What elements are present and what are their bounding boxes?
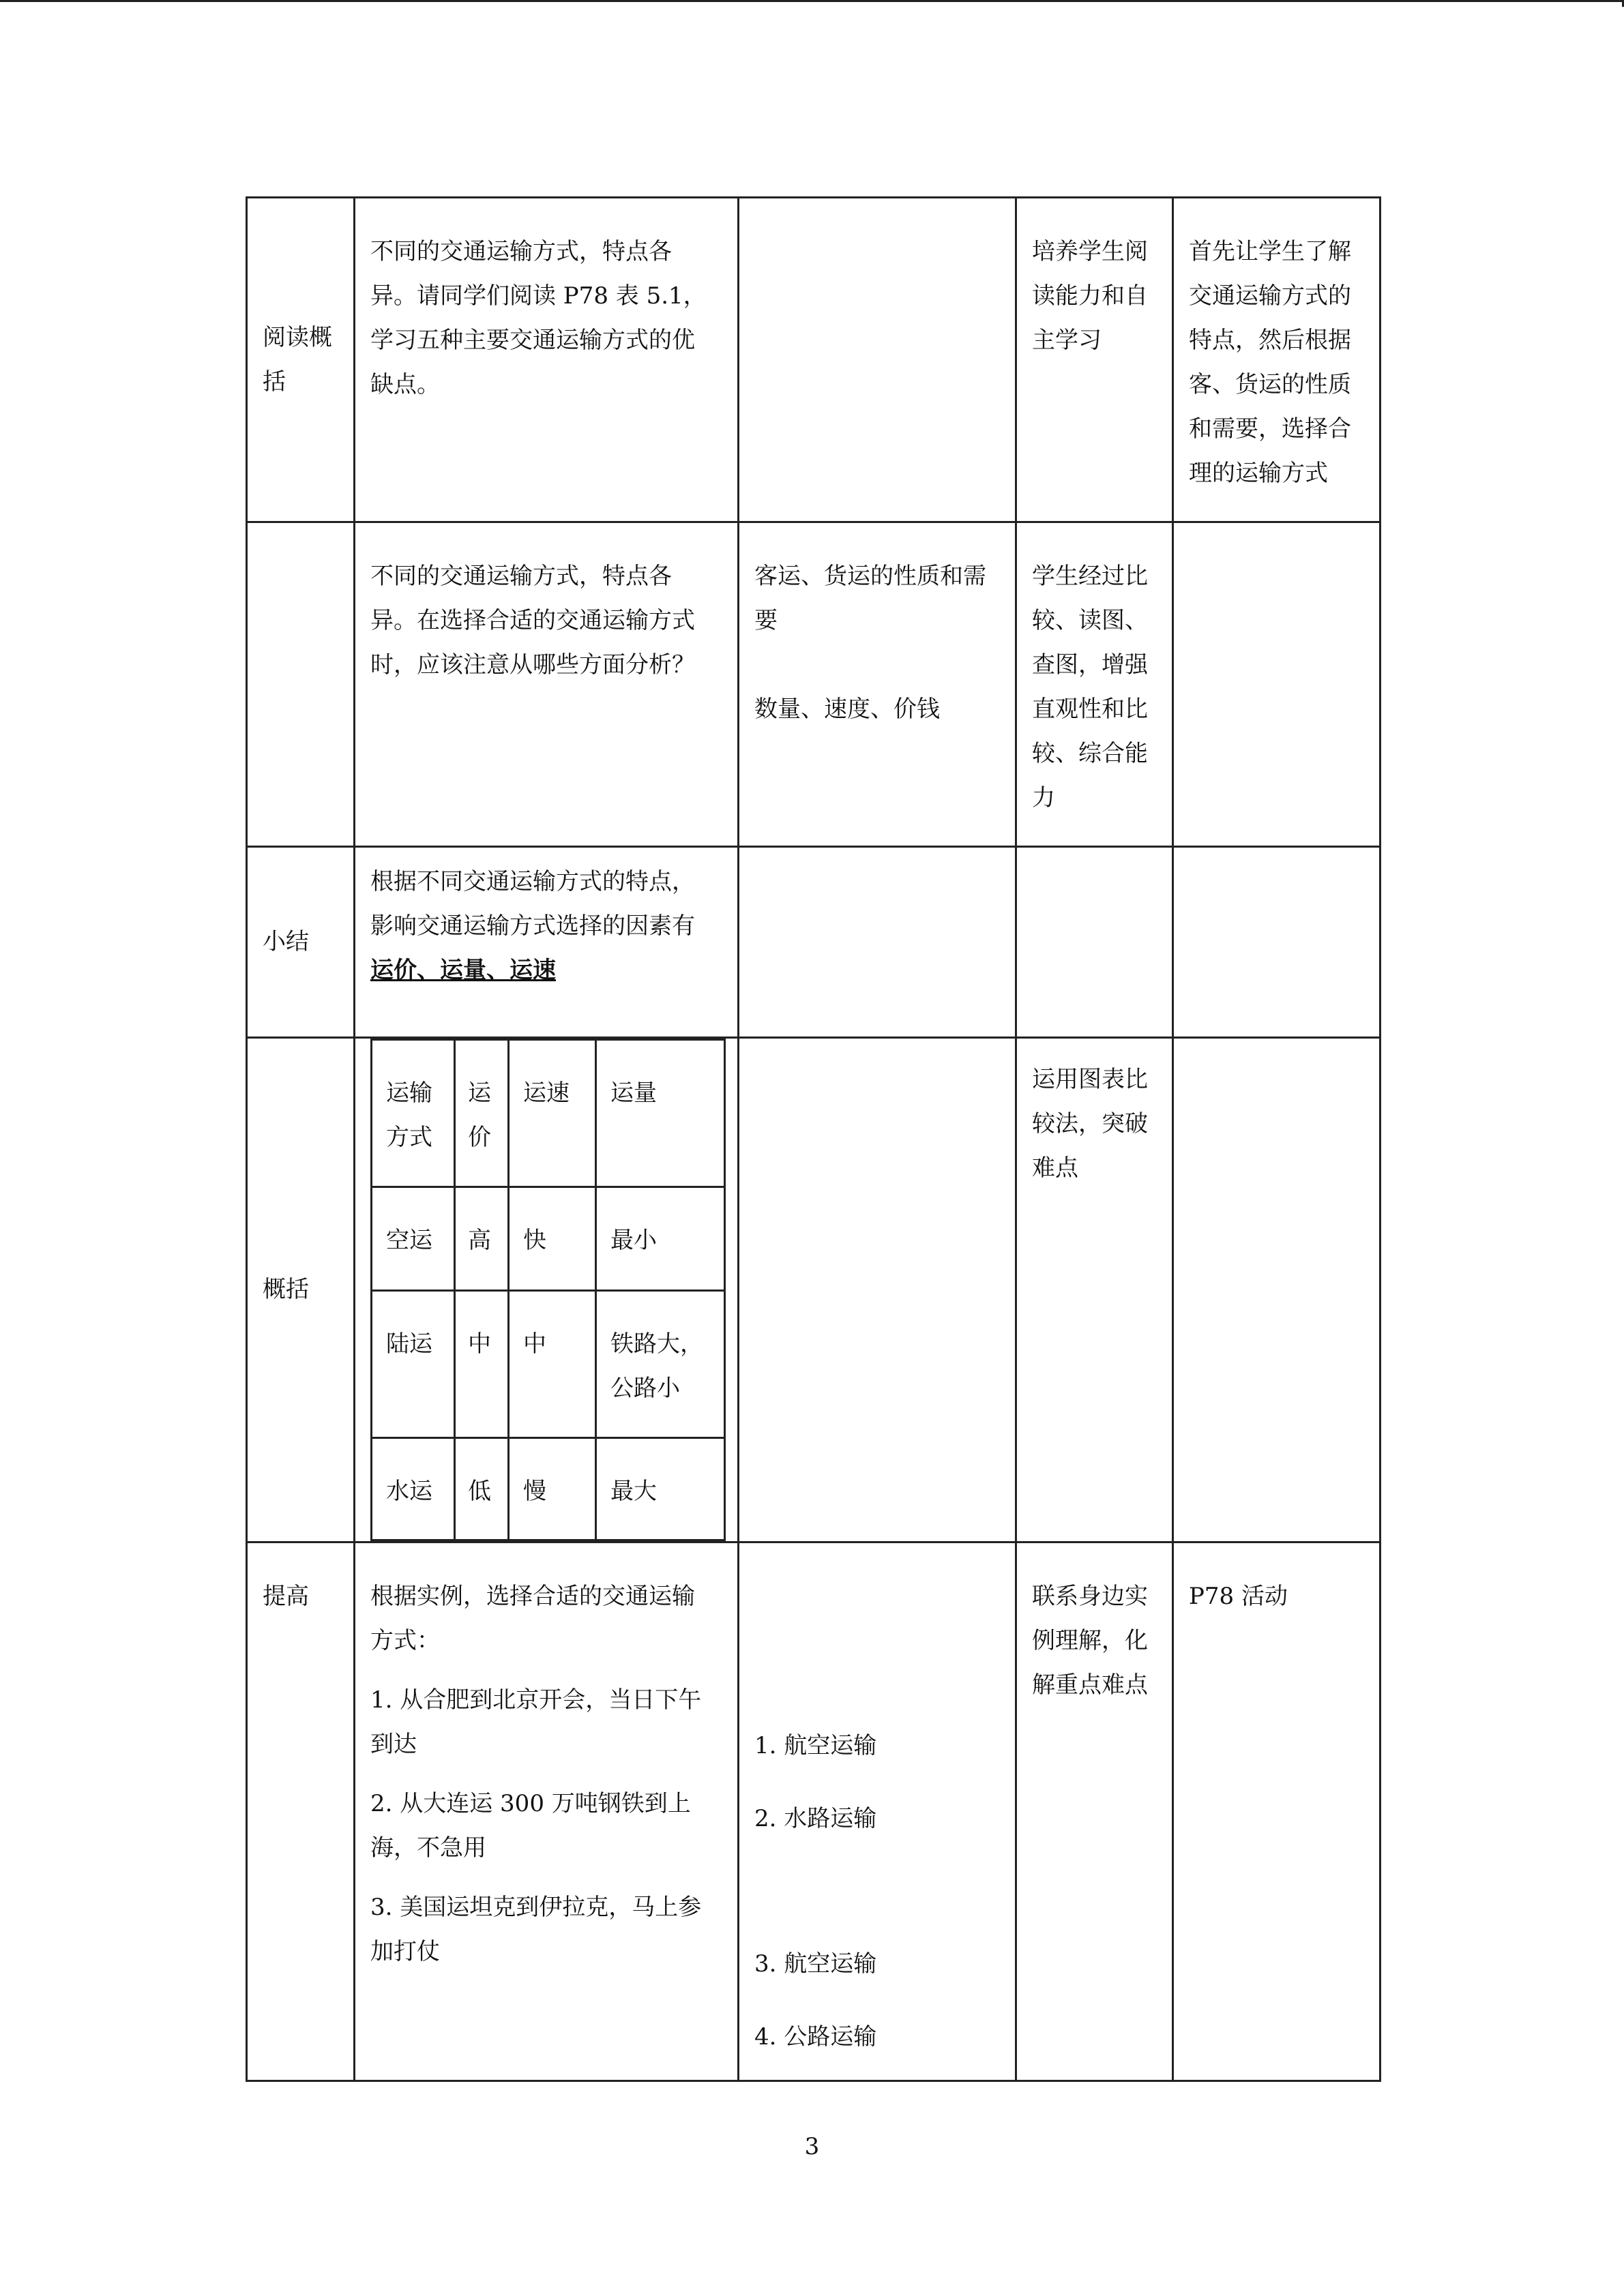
row-label xyxy=(247,198,355,522)
notes-cell xyxy=(1173,522,1381,847)
content-line: 影响交通运输方式选择的因素有 xyxy=(370,912,695,940)
intent-line: 查图，增强 xyxy=(1032,651,1148,679)
case-line: 海，不急用 xyxy=(370,1834,486,1862)
intent-cell xyxy=(1016,847,1173,1038)
intent-line: 培养学生阅 xyxy=(1032,238,1148,265)
emphasis-text: 运价、运量、运速 xyxy=(370,957,556,984)
intent-cell xyxy=(1016,522,1173,847)
comparison-row xyxy=(372,1438,725,1540)
content-line: 时，应该注意从哪些方面分析？ xyxy=(370,651,695,679)
table-row xyxy=(247,1542,1381,2081)
data-cell: 陆运 xyxy=(372,1291,455,1438)
content-line: 缺点。 xyxy=(370,371,440,398)
student-cell xyxy=(739,1542,1016,2081)
intent-line: 力 xyxy=(1032,784,1055,811)
content-line: 异。请同学们阅读 P78 表 5.1， xyxy=(370,282,707,310)
comparison-row xyxy=(372,1291,725,1438)
notes-line: P78 活动 xyxy=(1189,1583,1288,1610)
page-number: 3 xyxy=(804,2133,820,2160)
transport-comparison-table xyxy=(370,1039,726,1541)
comparison-row xyxy=(372,1187,725,1291)
row-label xyxy=(247,847,355,1038)
intent-line: 学生经过比 xyxy=(1032,563,1148,590)
data-cell: 快 xyxy=(509,1187,596,1291)
table-row xyxy=(247,522,1381,847)
case-line: 1. 从合肥到北京开会，当日下午 xyxy=(370,1686,702,1714)
case-line: 加打仗 xyxy=(370,1938,440,1965)
student-line: 要 xyxy=(754,607,778,634)
content-line: 不同的交通运输方式，特点各 xyxy=(370,563,672,590)
notes-line: 交通运输方式的 xyxy=(1189,282,1351,310)
content-cell xyxy=(355,198,739,522)
intent-line: 运用图表比 xyxy=(1032,1066,1148,1093)
student-cell xyxy=(739,847,1016,1038)
data-cell: 空运 xyxy=(372,1187,455,1291)
student-cell xyxy=(739,522,1016,847)
case-line: 2. 从大连运 300 万吨钢铁到上 xyxy=(370,1790,691,1817)
intent-line: 主学习 xyxy=(1032,327,1102,354)
intent-line: 较、综合能 xyxy=(1032,740,1148,767)
header-cell: 运 价 xyxy=(455,1040,509,1187)
intent-line: 难点 xyxy=(1032,1154,1078,1182)
table-row xyxy=(247,1038,1381,1542)
comparison-header-row xyxy=(372,1040,725,1187)
data-cell: 水运 xyxy=(372,1438,455,1540)
data-cell: 最大 xyxy=(596,1438,725,1540)
case-line: 3. 美国运坦克到伊拉克，马上参 xyxy=(370,1894,702,1921)
intent-line: 较、读图、 xyxy=(1032,607,1148,634)
answer-line: 1. 航空运输 xyxy=(754,1732,877,1759)
content-line: 不同的交通运输方式，特点各 xyxy=(370,238,672,265)
answer-line: 2. 水路运输 xyxy=(754,1805,877,1832)
content-line: 方式： xyxy=(370,1627,440,1654)
notes-cell xyxy=(1173,1038,1381,1542)
intent-line: 直观性和比 xyxy=(1032,696,1148,723)
notes-cell xyxy=(1173,1542,1381,2081)
table-row xyxy=(247,847,1381,1038)
answer-line: 4. 公路运输 xyxy=(754,2023,877,2051)
content-line: 异。在选择合适的交通运输方式 xyxy=(370,607,695,634)
content-line: 学习五种主要交通运输方式的优 xyxy=(370,327,695,354)
intent-line: 较法，突破 xyxy=(1032,1110,1148,1137)
row-label xyxy=(247,1038,355,1542)
page-top-border xyxy=(0,0,1624,2)
data-cell: 铁路大， 公路小 xyxy=(596,1291,725,1438)
row-label xyxy=(247,1542,355,2081)
data-cell: 最小 xyxy=(596,1187,725,1291)
comparison-cell xyxy=(355,1038,739,1542)
notes-cell xyxy=(1173,198,1381,522)
intent-line: 解重点难点 xyxy=(1032,1671,1148,1699)
content-line: 根据不同交通运输方式的特点， xyxy=(370,868,695,895)
content-cell xyxy=(355,1542,739,2081)
lesson-plan-table xyxy=(246,196,1381,2082)
intent-line: 读能力和自 xyxy=(1032,282,1148,310)
intent-cell xyxy=(1016,198,1173,522)
label-text: 概括 xyxy=(263,1276,309,1303)
intent-line: 例理解，化 xyxy=(1032,1627,1148,1654)
row-label xyxy=(247,522,355,847)
content-line: 根据实例，选择合适的交通运输 xyxy=(370,1583,695,1610)
data-cell: 高 xyxy=(455,1187,509,1291)
notes-line: 特点，然后根据 xyxy=(1189,327,1351,354)
notes-line: 和需要，选择合 xyxy=(1189,415,1351,443)
header-cell: 运量 xyxy=(596,1040,725,1187)
label-text: 阅读概括 xyxy=(263,323,332,396)
intent-cell xyxy=(1016,1542,1173,2081)
data-cell: 中 xyxy=(509,1291,596,1438)
case-line: 到达 xyxy=(370,1731,417,1758)
data-cell: 中 xyxy=(455,1291,509,1438)
student-cell xyxy=(739,1038,1016,1542)
content-cell xyxy=(355,522,739,847)
label-text: 小结 xyxy=(263,928,309,955)
notes-line: 客、货运的性质 xyxy=(1189,371,1351,398)
answer-line: 3. 航空运输 xyxy=(754,1950,877,1978)
notes-line: 首先让学生了解 xyxy=(1189,238,1351,265)
notes-cell xyxy=(1173,847,1381,1038)
content-cell xyxy=(355,847,739,1038)
data-cell: 慢 xyxy=(509,1438,596,1540)
student-line: 数量、速度、价钱 xyxy=(754,696,940,723)
notes-line: 理的运输方式 xyxy=(1189,460,1328,487)
student-line: 客运、货运的性质和需 xyxy=(754,563,986,590)
table-row xyxy=(247,198,1381,522)
label-text: 提高 xyxy=(263,1583,309,1610)
student-cell xyxy=(739,198,1016,522)
intent-line: 联系身边实 xyxy=(1032,1583,1148,1610)
header-cell: 运输 方式 xyxy=(372,1040,455,1187)
data-cell: 低 xyxy=(455,1438,509,1540)
intent-cell xyxy=(1016,1038,1173,1542)
header-cell: 运速 xyxy=(509,1040,596,1187)
